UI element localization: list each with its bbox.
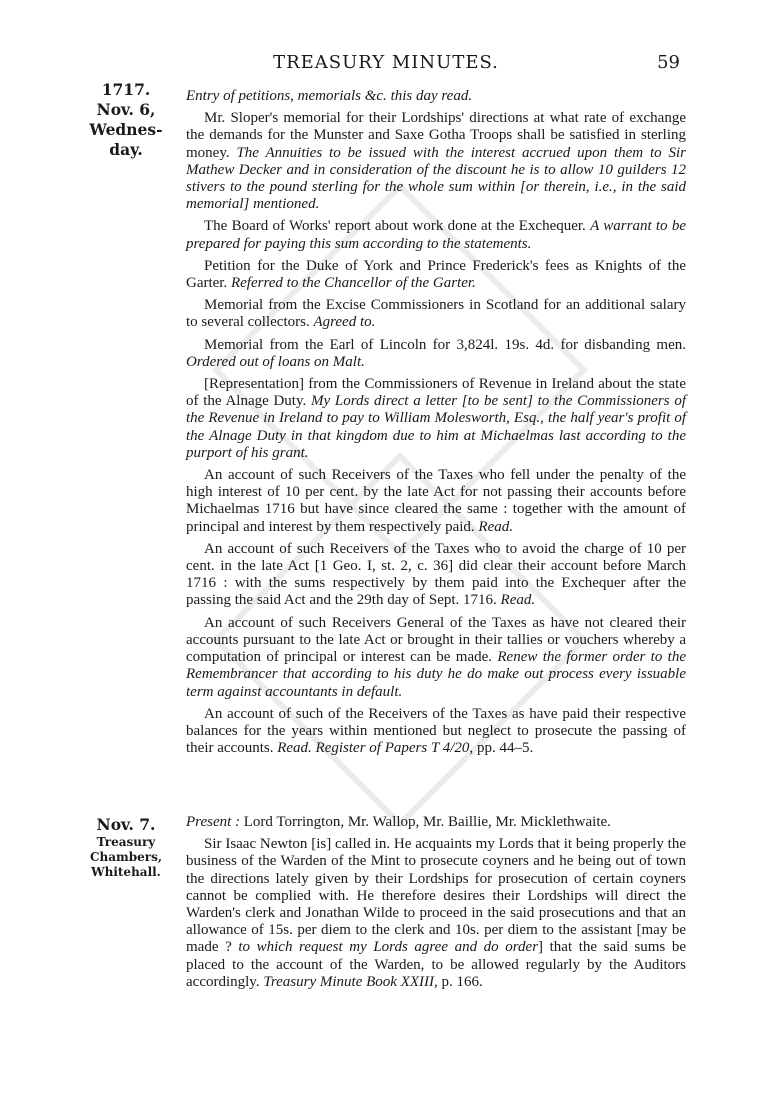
entry-excise: Memorial from the Excise Commissioners in Scotland for an additional salary to several collectors. Agreed to. xyxy=(186,297,686,331)
page-header xyxy=(0,52,772,80)
page-number: 59 xyxy=(657,52,680,73)
running-title: TREASURY MINUTES. xyxy=(273,52,499,73)
entry-receivers-penalty: An account of such Receivers of the Taxes who fell under the penalty of the high interest of 10 per cent. by the late Act for not passing their accounts before Michaelmas 1716 but have since cleared the same : together with the amount of principal and interest by them respectively paid. Read. xyxy=(186,467,686,535)
entry-heading: Entry of petitions, memorials &c. this day read. xyxy=(186,88,473,104)
entry-receivers-general: An account of such Receivers General of the Taxes as have not cleared their accounts pursuant to the late Act or brought in their tallies or vouchers whereby a computation of principal or interest can be made. Renew the former order to the Remembrancer that according to his duty he do make out process every issuable term against accountants in default. xyxy=(186,614,686,700)
margin-year: 1717. xyxy=(101,80,151,99)
entry-sloper: Mr. Sloper's memorial for their Lordships' directions at what rate of exchange the demands for the Munster and Saxe Gotha Troops shall be satisfied in sterling money. The Annuities to be issued with the interest accrued upon them to Sir Mathew Decker and in consideration of the discount he is to allow 10 guilders 12 stivers to the pound sterling for the whole sum within [or therein, i.e., in the said memorial] mentioned. xyxy=(186,110,686,213)
margin-place-cont: Chambers, xyxy=(89,850,163,864)
entry-lincoln: Memorial from the Earl of Lincoln for 3,824l. 19s. 4d. for disbanding men. Ordered out of loans on Malt. xyxy=(186,336,686,370)
minutes-nov6 xyxy=(186,88,686,762)
margin-date-nov7 xyxy=(86,815,166,880)
margin-date-nov6 xyxy=(86,80,166,160)
entry-board-of-works: The Board of Works' report about work done at the Exchequer. A warrant to be prepared for paying this sum according to the statements. xyxy=(186,218,686,252)
entry-newton: Sir Isaac Newton [is] called in. He acquaints my Lords that it being properly the business of the Warden of the Mint to prosecute coyners and he being out of town the directions lately given by their Lordships for prosecution of certain coyners cannot be complied with. He therefore desires their Lordships will direct the Warden's clerk and Jonathan Wilde to proceed in the said prosecutions and that an allowance of 15s. per diem to the clerk and 10s. per diem to the assistant [may be made ? to which request my Lords agree and do order] that the said sums be placed to the account of the Warden, to be allowed regularly by the Auditors accordingly. Treasury Minute Book XXIII, p. 166. xyxy=(186,836,687,990)
present-list: Present : Lord Torrington, Mr. Wallop, Mr. Baillie, Mr. Micklethwaite. xyxy=(186,814,611,830)
margin-place-cont2: Whitehall. xyxy=(91,865,161,879)
margin-place: Treasury xyxy=(96,835,156,849)
minutes-nov7 xyxy=(186,814,686,996)
margin-day: Wednes- xyxy=(89,120,163,139)
entry-receivers-balances: An account of such of the Receivers of the Taxes as have paid their respective balances for the years within mentioned but neglect to prosecute the passing of their accounts. Read. Register of Papers T 4/20, pp. 44–5. xyxy=(186,705,686,757)
entry-alnage: [Representation] from the Commissioners of Revenue in Ireland about the state of the Alnage Duty. My Lords direct a letter [to be sent] to the Commissioners of the Revenue in Ireland to pay to William Molesworth, Esq., the half year's profit of the Alnage Duty in that kingdom due to him at Michaelmas last according to the purport of his grant. xyxy=(186,376,686,461)
margin-date: Nov. 6, xyxy=(96,100,156,119)
entry-garter: Petition for the Duke of York and Prince Frederick's fees as Knights of the Garter. Referred to the Chancellor of the Garter. xyxy=(186,257,686,292)
margin-date: Nov. 7. xyxy=(96,815,156,834)
entry-receivers-march: An account of such Receivers of the Taxes who to avoid the charge of 10 per cent. in the late Act [1 Geo. I, st. 2, c. 36] did clear their account before March 1716 : with the sums respectively by them paid into the Exchequer after the passing the said Act and the 29th day of Sept. 1716. Read. xyxy=(186,540,686,609)
margin-day-cont: day. xyxy=(109,140,143,159)
